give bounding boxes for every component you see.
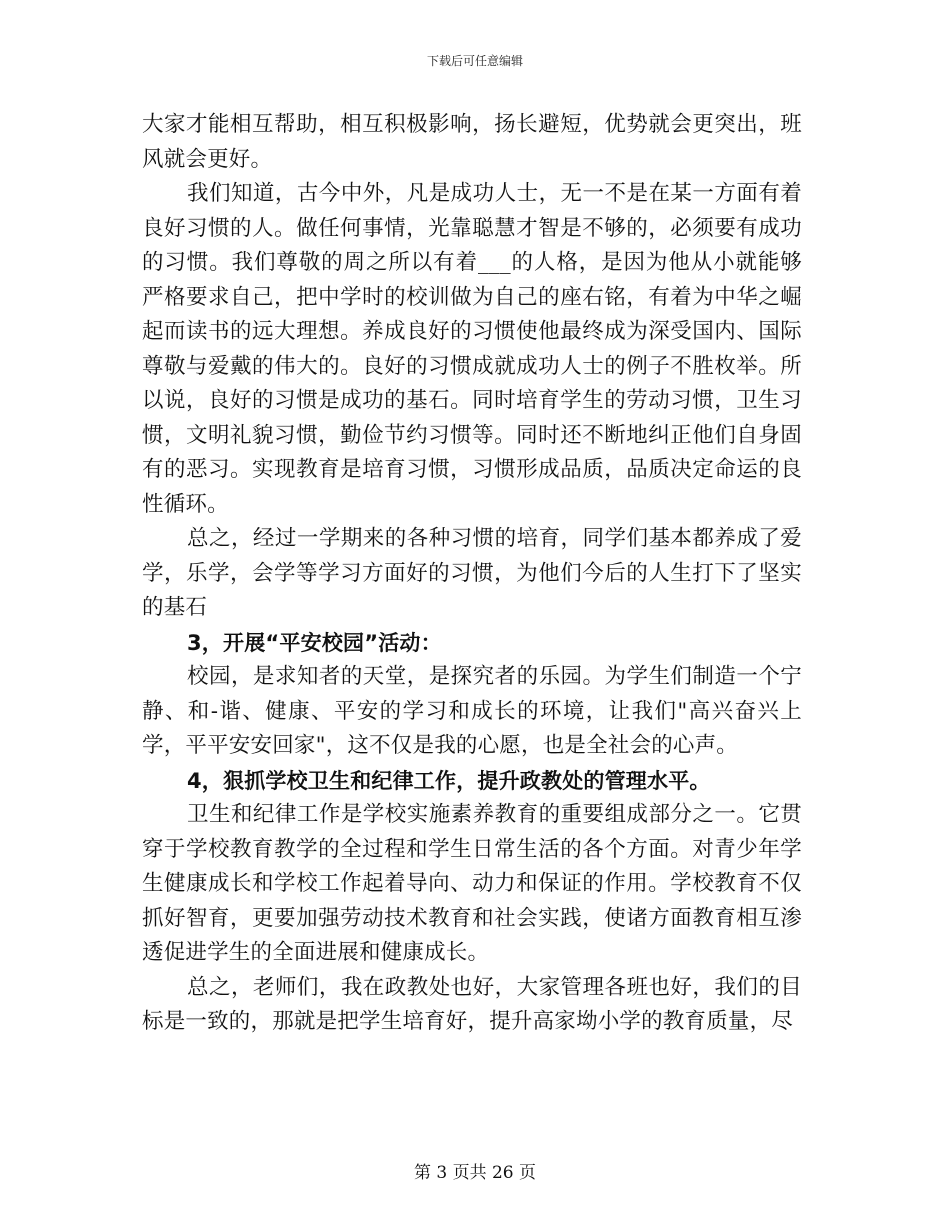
paragraph-safe-campus: 校园，是求知者的天堂，是探究者的乐园。为学生们制造一个宁静、和-谐、健康、平安的学习和成长的环境，让我们"高兴奋兴上学，平平安安回家"，这不仅是我的心愿，也是全社会的心声。 — [142, 664, 802, 758]
paragraph-good-habits: 我们知道，古今中外，凡是成功人士，无一不是在某一方面有着良好习惯的人。做任何事情，光靠聪慧才智是不够的，必须要有成功的习惯。我们尊敬的周之所以有着___的人格，是因为他从小就能够严格要求自己，把中学时的校训做为自己的座右铭，有着为中华之崛起而读书的远大理想。养成良好的习惯使他最终成为深受国内、国际尊敬与爱戴的伟大的。良好的习惯成就成功人士的例子不胜枚举。所以说，良好的习惯是成功的基石。同时培育学生的劳动习惯，卫生习惯，文明礼貌习惯，勤俭节约习惯等。同时还不断地纠正他们自身固有的恶习。实现教育是培育习惯，习惯形成品质，品质决定命运的良性循环。 — [142, 181, 802, 517]
section-heading-safe-campus: 3，开展“平安校园”活动： — [187, 630, 442, 655]
section-heading-hygiene-discipline: 4，狠抓学校卫生和纪律工作，提升政教处的管理水平。 — [187, 768, 711, 793]
document-body — [142, 108, 802, 1040]
page-number: 第 3 页共 26 页 — [413, 1163, 537, 1183]
paragraph-conclusion: 总之，老师们，我在政教处也好，大家管理各班也好，我们的目标是一致的，那就是把学生培育好，提升高家坳小学的教育质量，尽 — [142, 974, 802, 1034]
paragraph-hygiene-discipline: 卫生和纪律工作是学校实施素养教育的重要组成部分之一。它贯穿于学校教育教学的全过程和学生日常生活的各个方面。对青少年学生健康成长和学校工作起着导向、动力和保证的作用。学校教育不仅抓好智育，更要加强劳动技术教育和社会实践，使诸方面教育相互渗透促进学生的全面进展和健康成长。 — [142, 802, 802, 965]
page-header: 下载后可任意编辑 — [426, 54, 523, 68]
paragraph-continuation: 大家才能相互帮助，相互积极影响，扬长避短，优势就会更突出，班风就会更好。 — [142, 112, 802, 172]
paragraph-summary-habits: 总之，经过一学期来的各种习惯的培育，同学们基本都养成了爱学，乐学，会学等学习方面好的习惯，为他们今后的人生打下了坚实的基石 — [142, 526, 802, 620]
